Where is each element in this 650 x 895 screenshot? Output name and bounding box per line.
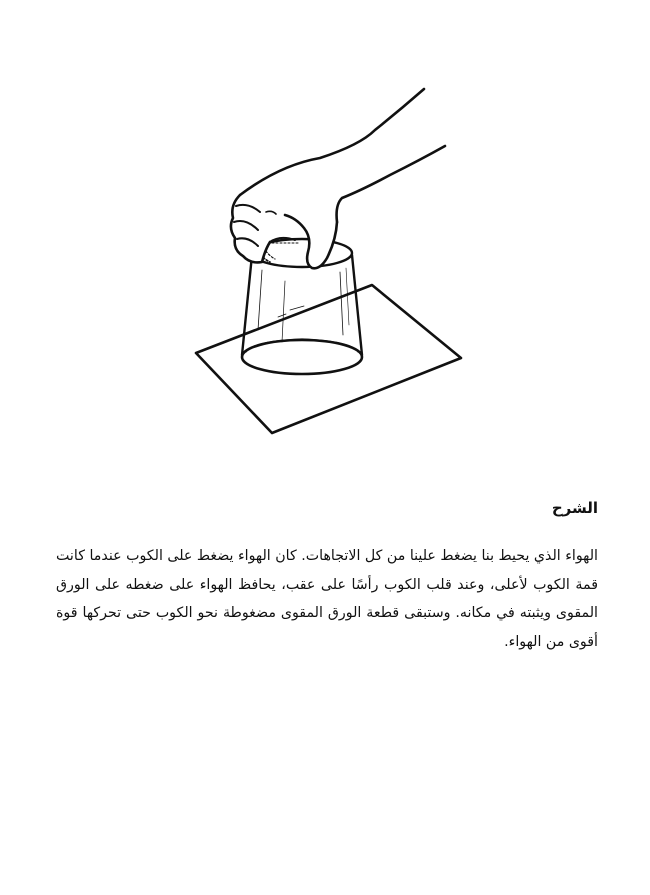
explanation-heading: الشرح	[551, 499, 598, 517]
explanation-section	[56, 492, 598, 656]
explanation-paragraph: الهواء الذي يحيط بنا يضغط علينا من كل الاتجاهات. كان الهواء يضغط على الكوب عندما كانت قمة الكوب لأعلى، وعند قلب الكوب رأسًا على عقب، يحافظ الهواء على ضغطه على الورق المقوى ويثبته في مكانه. وستبقى قطعة الورق المقوى مضغوطة نحو الكوب حتى تحركها قوة أقوى من الهواء.	[56, 548, 598, 650]
hand-drawing	[231, 89, 445, 268]
